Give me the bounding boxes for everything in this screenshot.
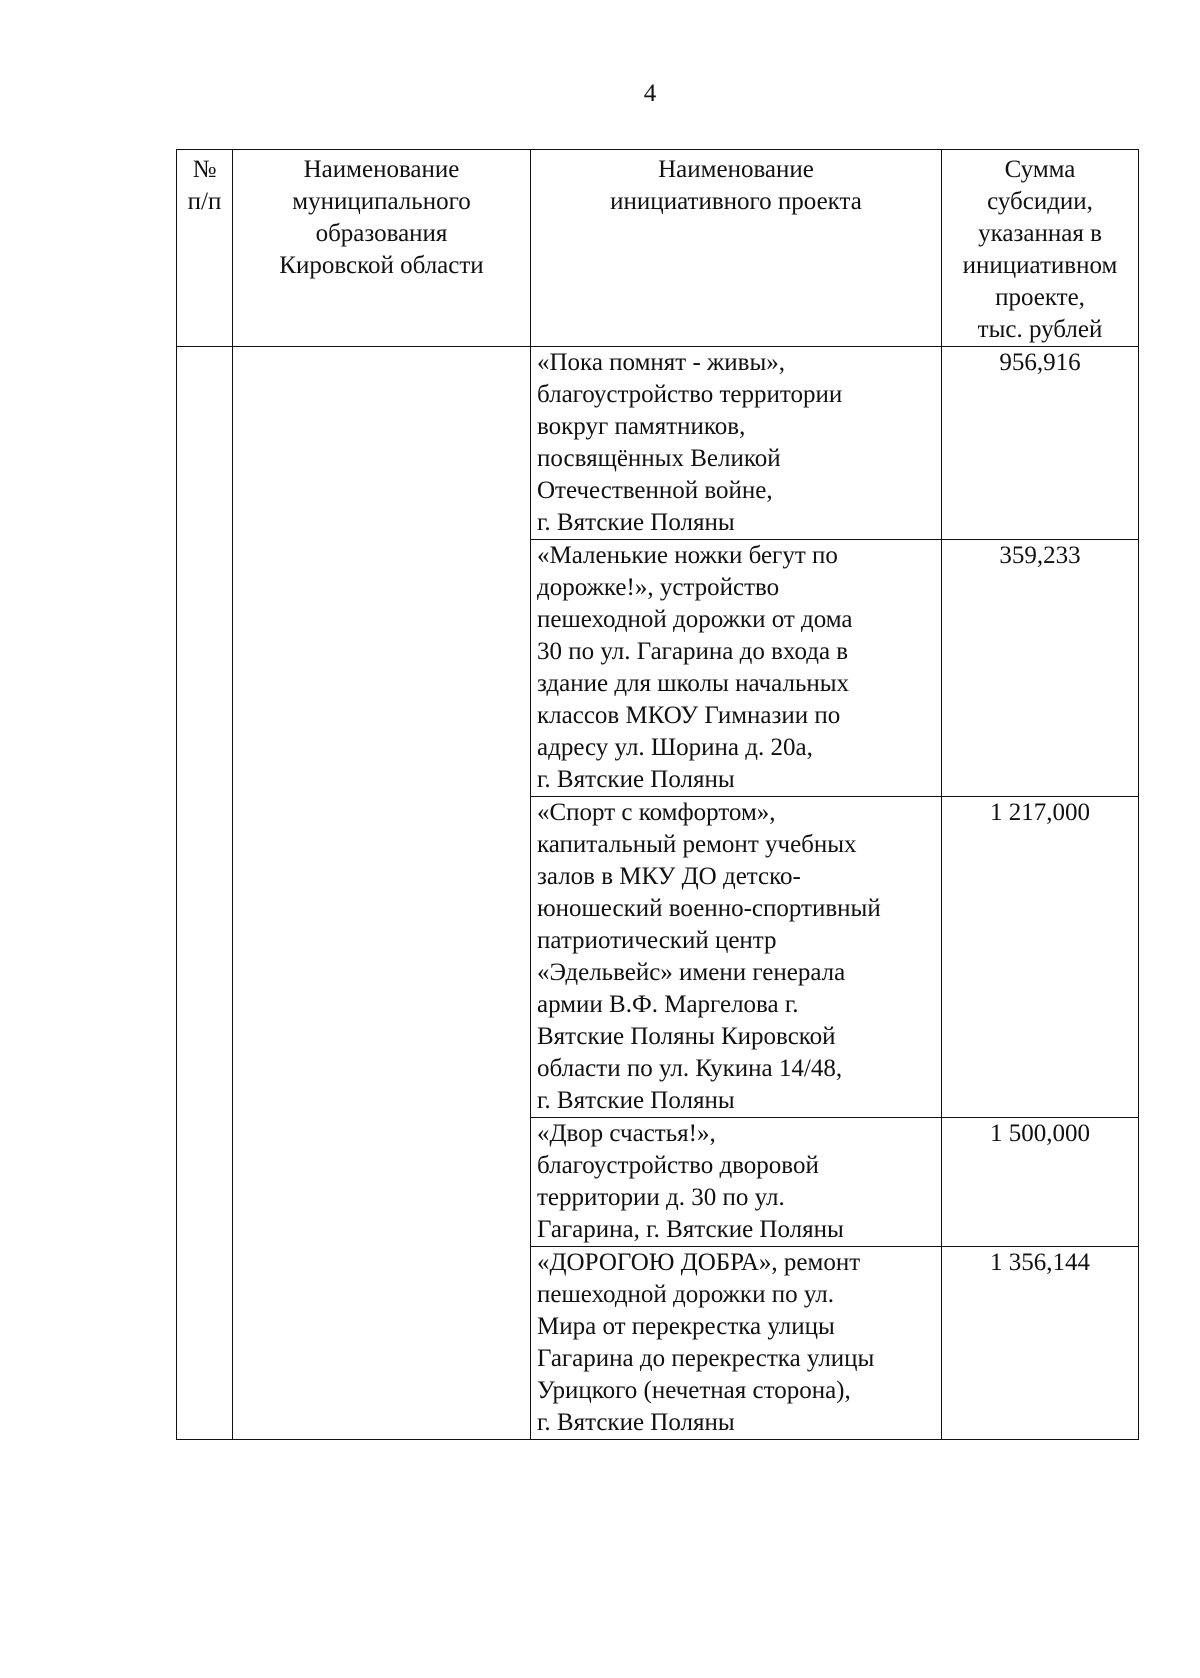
sum-cell: 1 356,144: [942, 1247, 1139, 1440]
project-line: территории д. 30 по ул.: [537, 1184, 785, 1211]
project-line: патриотический центр: [537, 927, 777, 954]
sum-cell: 956,916: [942, 347, 1139, 540]
header-sum: [942, 150, 1139, 347]
project-line: 30 по ул. Гагарина до входа в: [537, 638, 849, 665]
project-line: армии В.Ф. Маргелова г.: [537, 991, 799, 1018]
header-line: тыс. рублей: [977, 316, 1103, 343]
header-line: инициативном: [962, 252, 1118, 279]
project-cell: [531, 1247, 942, 1440]
project-line: Гагарина, г. Вятские Поляны: [537, 1216, 844, 1243]
project-line: «Маленькие ножки бегут по: [537, 542, 838, 569]
project-line: вокруг памятников,: [537, 413, 746, 440]
project-cell: [531, 347, 942, 540]
header-line: п/п: [187, 188, 222, 215]
project-cell: [531, 1118, 942, 1247]
table-row: [177, 347, 1139, 540]
header-line: проекте,: [995, 284, 1085, 311]
project-line: капитальный ремонт учебных: [537, 831, 857, 858]
header-line: инициативного проекта: [610, 188, 862, 215]
project-line: Урицкого (нечетная сторона),: [537, 1377, 851, 1404]
project-line: благоустройство территории: [537, 381, 843, 408]
project-line: «Эдельвейс» имени генерала: [537, 959, 846, 986]
project-line: г. Вятские Поляны: [537, 509, 735, 536]
project-line: дорожке!», устройство: [537, 574, 780, 601]
project-line: залов в МКУ ДО детско-: [537, 863, 801, 890]
project-line: «Пока помнят - живы»,: [537, 349, 786, 376]
header-number: [177, 150, 233, 347]
sum-cell: 1 500,000: [942, 1118, 1139, 1247]
header-line: Наименование: [303, 156, 460, 183]
project-line: юношеский военно-спортивный: [537, 895, 881, 922]
header-line: муниципального: [292, 188, 471, 215]
project-line: Вятские Поляны Кировской: [537, 1023, 836, 1050]
header-line: Наименование: [658, 156, 814, 183]
header-line: Кировской области: [279, 252, 484, 279]
subsidy-table: [176, 149, 1139, 1440]
number-cell: [177, 347, 233, 1440]
project-line: г. Вятские Поляны: [537, 1087, 735, 1114]
project-cell: [531, 540, 942, 797]
project-line: посвящённых Великой: [537, 445, 781, 472]
project-line: адресу ул. Шорина д. 20а,: [537, 734, 813, 761]
header-project: [531, 150, 942, 347]
project-line: пешеходной дорожки от дома: [537, 606, 853, 633]
project-line: пешеходной дорожки по ул.: [537, 1281, 834, 1308]
page-number: 4: [643, 80, 657, 107]
municipality-cell: [233, 347, 531, 1440]
project-line: благоустройство дворовой: [537, 1152, 819, 1179]
project-line: «ДОРОГОЮ ДОБРА», ремонт: [537, 1249, 861, 1276]
table-header-row: [177, 150, 1139, 347]
header-line: субсидии,: [987, 188, 1093, 215]
header-line: указанная в: [978, 220, 1102, 247]
project-line: г. Вятские Поляны: [537, 766, 735, 793]
header-municipality: [233, 150, 531, 347]
project-line: Гагарина до перекрестка улицы: [537, 1345, 875, 1372]
header-line: №: [192, 156, 217, 183]
project-line: Мира от перекрестка улицы: [537, 1313, 835, 1340]
sum-cell: 1 217,000: [942, 797, 1139, 1118]
sum-cell: 359,233: [942, 540, 1139, 797]
header-line: образования: [315, 220, 448, 247]
header-line: Сумма: [1004, 156, 1076, 183]
project-line: «Спорт с комфортом»,: [537, 799, 776, 826]
project-line: области по ул. Кукина 14/48,: [537, 1055, 843, 1082]
project-line: классов МКОУ Гимназии по: [537, 702, 841, 729]
project-line: здание для школы начальных: [537, 670, 850, 697]
project-line: Отечественной войне,: [537, 477, 773, 504]
project-cell: [531, 797, 942, 1118]
project-line: «Двор счастья!»,: [537, 1120, 716, 1147]
project-line: г. Вятские Поляны: [537, 1409, 735, 1436]
